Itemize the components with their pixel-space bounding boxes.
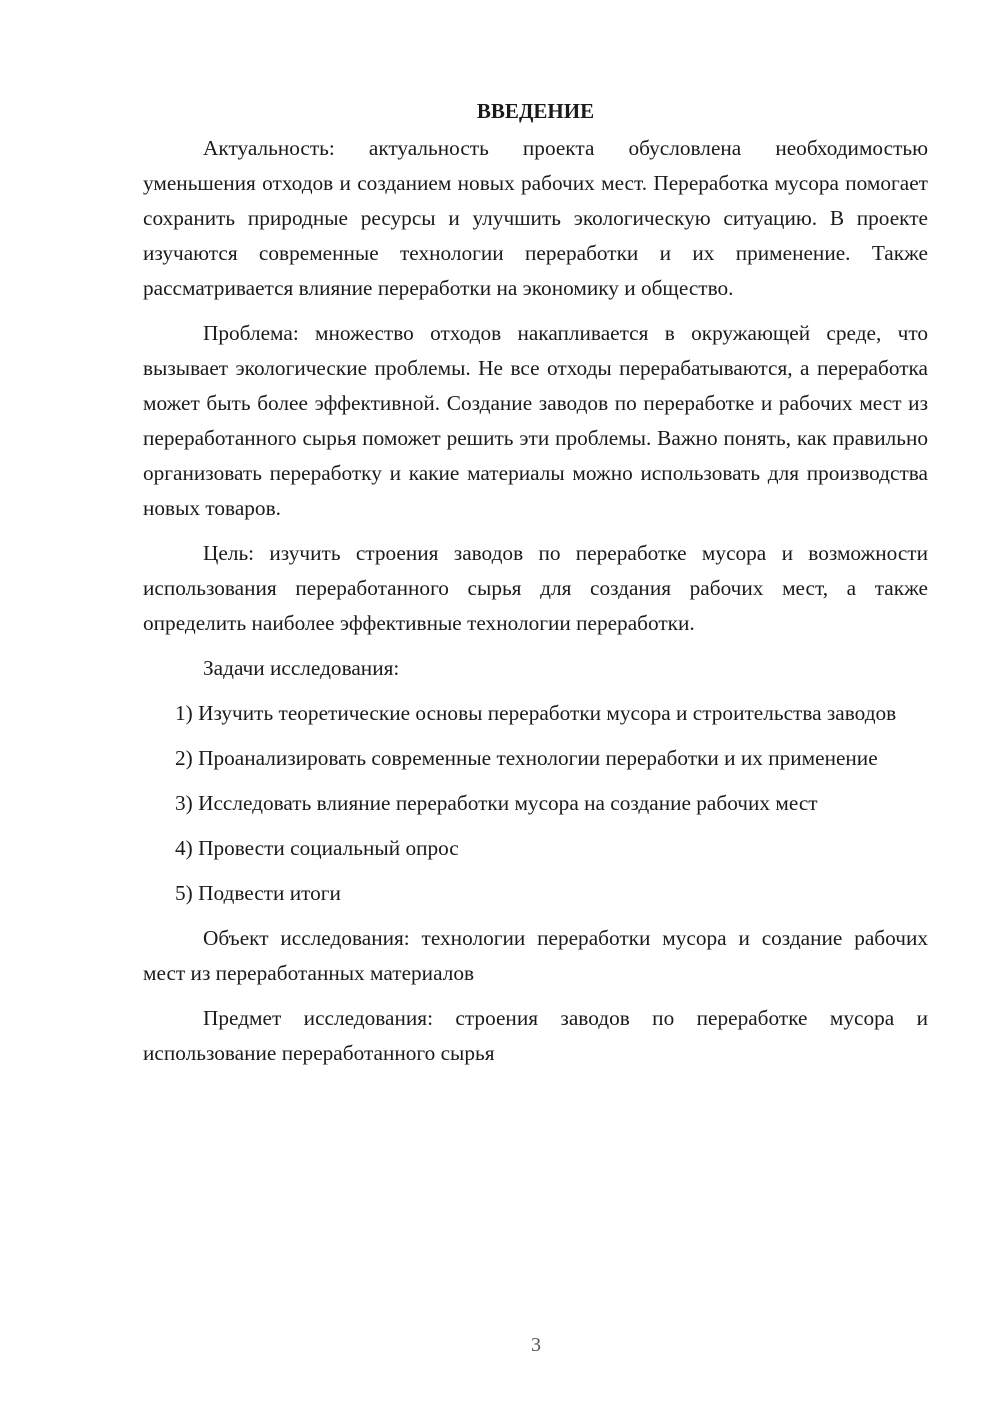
tasks-heading: Задачи исследования:: [203, 656, 400, 680]
document-page: [143, 96, 928, 1071]
page-number: 3: [531, 1334, 541, 1356]
relevance-paragraph: Актуальность: актуальность проекта обусловлена необходимостью уменьшения отходов и созданием новых рабочих мест. Переработка мусора помогает сохранить природные ресурсы и улучшить экологическую ситуацию. В проекте изучаются современные технологии переработки и их применение. Также рассматривается влияние переработки на экономику и общество.: [143, 136, 928, 300]
problem-paragraph: Проблема: множество отходов накапливается в окружающей среде, что вызывает экологические проблемы. Не все отходы перерабатываются, а переработка может быть более эффективной. Создание заводов по переработке и рабочих мест из переработанного сырья поможет решить эти проблемы. Важно понять, как правильно организовать переработку и какие материалы можно использовать для производства новых товаров.: [143, 321, 928, 520]
goal-paragraph: Цель: изучить строения заводов по переработке мусора и возможности использования переработанного сырья для создания рабочих мест, а также определить наиболее эффективные технологии переработки.: [143, 541, 928, 635]
subject-paragraph: Предмет исследования: строения заводов по переработке мусора и использование переработанного сырья: [143, 1006, 928, 1065]
task-item: 2) Проанализировать современные технологии переработки и их применение: [175, 746, 878, 770]
object-paragraph: Объект исследования: технологии переработки мусора и создание рабочих мест из переработанных материалов: [143, 926, 928, 985]
task-item: 5) Подвести итоги: [175, 881, 341, 905]
task-item: 1) Изучить теоретические основы переработки мусора и строительства заводов: [175, 701, 897, 725]
task-item: 4) Провести социальный опрос: [175, 836, 459, 860]
task-item: 3) Исследовать влияние переработки мусора на создание рабочих мест: [175, 791, 818, 815]
section-title: ВВЕДЕНИЕ: [476, 99, 595, 123]
